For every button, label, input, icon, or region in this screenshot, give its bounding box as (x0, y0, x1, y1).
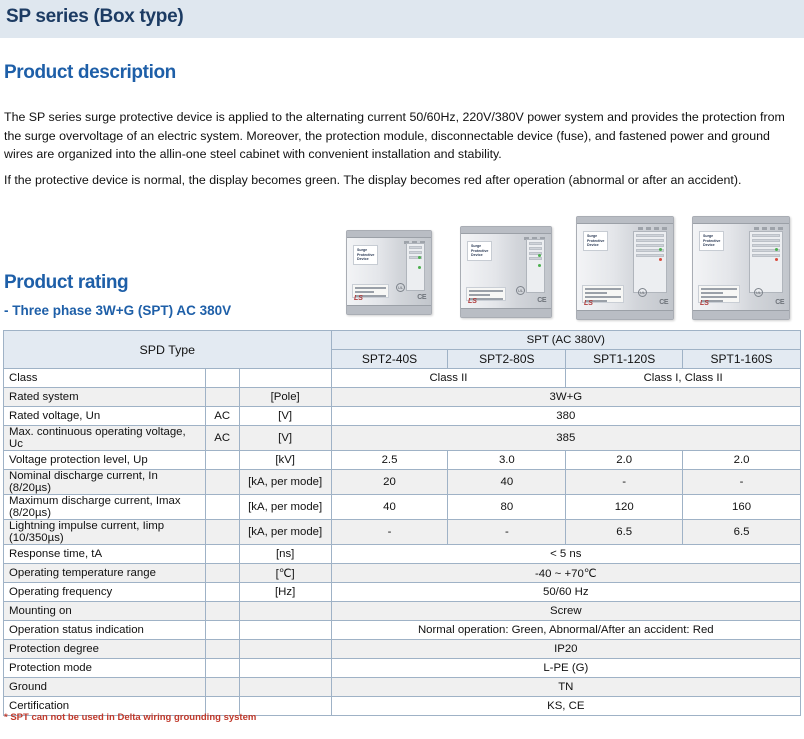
header-model-2: SPT2-80S (448, 350, 566, 369)
device-image-spt1-160s (692, 216, 790, 320)
row-value: 40 (448, 470, 566, 495)
row-unit-b: [℃] (239, 564, 331, 583)
row-label: Operation status indication (4, 621, 206, 640)
row-unit-b: [ns] (239, 545, 331, 564)
row-label: Response time, tA (4, 545, 206, 564)
row-unit-b: [kA, per mode] (239, 470, 331, 495)
ce-mark-icon: CE (775, 299, 784, 306)
row-unit-b: [V] (239, 407, 331, 426)
ls-logo: LS (468, 298, 477, 305)
table-row (4, 678, 801, 697)
table-row (4, 621, 801, 640)
row-unit-a (205, 520, 239, 545)
table-row (4, 451, 801, 470)
device-label-icon: Surge Protective Device (583, 231, 608, 251)
row-label: Maximum discharge current, Imax (8/20µs) (4, 495, 206, 520)
row-label: Ground (4, 678, 206, 697)
row-unit-b: [V] (239, 426, 331, 451)
row-unit-b (239, 369, 331, 388)
row-value: Normal operation: Green, Abnormal/After an accident: Red (331, 621, 800, 640)
row-label: Nominal discharge current, In (8/20µs) (4, 470, 206, 495)
ls-logo: LS (584, 300, 593, 307)
header-model-4: SPT1-160S (683, 350, 801, 369)
table-row (4, 545, 801, 564)
row-value: 385 (331, 426, 800, 451)
row-value: -40 ~ +70℃ (331, 564, 800, 583)
device-image-spt2-80s (460, 226, 552, 318)
row-value: 50/60 Hz (331, 583, 800, 602)
row-unit-a (205, 564, 239, 583)
product-description-heading: Product description (4, 62, 176, 83)
row-value: Class I, Class II (566, 369, 801, 388)
row-unit-a (205, 495, 239, 520)
header-group-spt: SPT (AC 380V) (331, 331, 800, 350)
row-unit-b (239, 621, 331, 640)
row-unit-a (205, 388, 239, 407)
row-label: Class (4, 369, 206, 388)
row-label: Certification (4, 697, 206, 716)
device-label-icon: Surge Protective Device (467, 241, 492, 261)
footnote: * SPT can not be used in Delta wiring grounding system (4, 712, 257, 723)
ce-mark-icon: CE (659, 299, 668, 306)
ul-certification-icon: UL (755, 290, 762, 295)
row-value: 2.5 (331, 451, 448, 470)
row-value: 6.5 (566, 520, 683, 545)
row-value: TN (331, 678, 800, 697)
table-row (4, 520, 801, 545)
row-label: Mounting on (4, 602, 206, 621)
table-row (4, 470, 801, 495)
row-unit-a: AC (205, 407, 239, 426)
row-label: Rated voltage, Un (4, 407, 206, 426)
row-value: Screw (331, 602, 800, 621)
row-label: Lightning impulse current, Iimp (10/350µs) (4, 520, 206, 545)
table-row (4, 659, 801, 678)
row-unit-b: [Pole] (239, 388, 331, 407)
table-head (4, 331, 801, 369)
row-unit-a (205, 583, 239, 602)
ls-logo: LS (354, 295, 363, 302)
row-value: 120 (566, 495, 683, 520)
row-unit-a (205, 451, 239, 470)
row-unit-b: [kV] (239, 451, 331, 470)
device-image-row (330, 208, 804, 320)
table-row (4, 564, 801, 583)
row-unit-b: [kA, per mode] (239, 495, 331, 520)
product-rating-heading: Product rating (4, 272, 129, 293)
row-unit-a (205, 369, 239, 388)
row-unit-a (205, 659, 239, 678)
header-model-3: SPT1-120S (566, 350, 683, 369)
row-value: 2.0 (566, 451, 683, 470)
row-label: Protection degree (4, 640, 206, 659)
ls-logo: LS (700, 300, 709, 307)
row-unit-a (205, 470, 239, 495)
row-label: Voltage protection level, Up (4, 451, 206, 470)
row-unit-a (205, 545, 239, 564)
row-unit-a (205, 640, 239, 659)
ul-certification-icon: UL (517, 288, 524, 293)
row-unit-b (239, 659, 331, 678)
specification-table (3, 330, 801, 716)
row-value: - (683, 470, 801, 495)
table-header-row-1 (4, 331, 801, 350)
header-model-1: SPT2-40S (331, 350, 448, 369)
row-value: KS, CE (331, 697, 800, 716)
table-row (4, 602, 801, 621)
row-label: Protection mode (4, 659, 206, 678)
description-paragraph-1: The SP series surge protective device is applied to the alternating current 50/60Hz, 220V/380V power system and provides the protection from the surge overvoltage of an electric system. Moreover, the protection module, disconnectable device (fuse), and fastened power and ground wires are organized into the allin-one steel cabinet with convenient installation and stability. (4, 110, 785, 161)
product-rating-subheading: - Three phase 3W+G (SPT) AC 380V (4, 303, 232, 318)
row-value: 3.0 (448, 451, 566, 470)
row-unit-b (239, 678, 331, 697)
row-value: < 5 ns (331, 545, 800, 564)
ce-mark-icon: CE (537, 297, 546, 304)
row-value: 20 (331, 470, 448, 495)
row-value: IP20 (331, 640, 800, 659)
row-unit-a (205, 602, 239, 621)
row-unit-a (205, 621, 239, 640)
row-value: 80 (448, 495, 566, 520)
device-label-icon: Surge Protective Device (699, 231, 724, 251)
table-body (4, 369, 801, 716)
ul-certification-icon: UL (639, 290, 646, 295)
row-label: Operating temperature range (4, 564, 206, 583)
description-paragraph-2: If the protective device is normal, the display becomes green. The display becomes red after operation (abnormal or after an accident). (4, 172, 742, 187)
row-value: Class II (331, 369, 566, 388)
table-row (4, 583, 801, 602)
device-label-icon: Surge Protective Device (353, 245, 378, 265)
table-row (4, 426, 801, 451)
row-unit-a: AC (205, 426, 239, 451)
row-value: - (566, 470, 683, 495)
row-value: 160 (683, 495, 801, 520)
table-row (4, 495, 801, 520)
page-title: SP series (Box type) (6, 6, 184, 27)
table-row (4, 640, 801, 659)
device-image-spt1-120s (576, 216, 674, 320)
table-row (4, 407, 801, 426)
device-image-spt2-40s (346, 230, 432, 315)
row-value: - (448, 520, 566, 545)
row-label: Operating frequency (4, 583, 206, 602)
table-row (4, 369, 801, 388)
row-unit-b: [kA, per mode] (239, 520, 331, 545)
row-value: 3W+G (331, 388, 800, 407)
header-spd-type: SPD Type (4, 331, 332, 369)
row-unit-b: [Hz] (239, 583, 331, 602)
row-label: Max. continuous operating voltage, Uc (4, 426, 206, 451)
row-label: Rated system (4, 388, 206, 407)
row-unit-a (205, 678, 239, 697)
row-value: 380 (331, 407, 800, 426)
product-description-text (4, 108, 800, 189)
row-value: L-PE (G) (331, 659, 800, 678)
ce-mark-icon: CE (417, 294, 426, 301)
row-value: 6.5 (683, 520, 801, 545)
row-value: - (331, 520, 448, 545)
row-value: 2.0 (683, 451, 801, 470)
row-unit-b (239, 640, 331, 659)
row-value: 40 (331, 495, 448, 520)
table-row (4, 388, 801, 407)
row-unit-b (239, 602, 331, 621)
ul-certification-icon: UL (397, 285, 404, 290)
